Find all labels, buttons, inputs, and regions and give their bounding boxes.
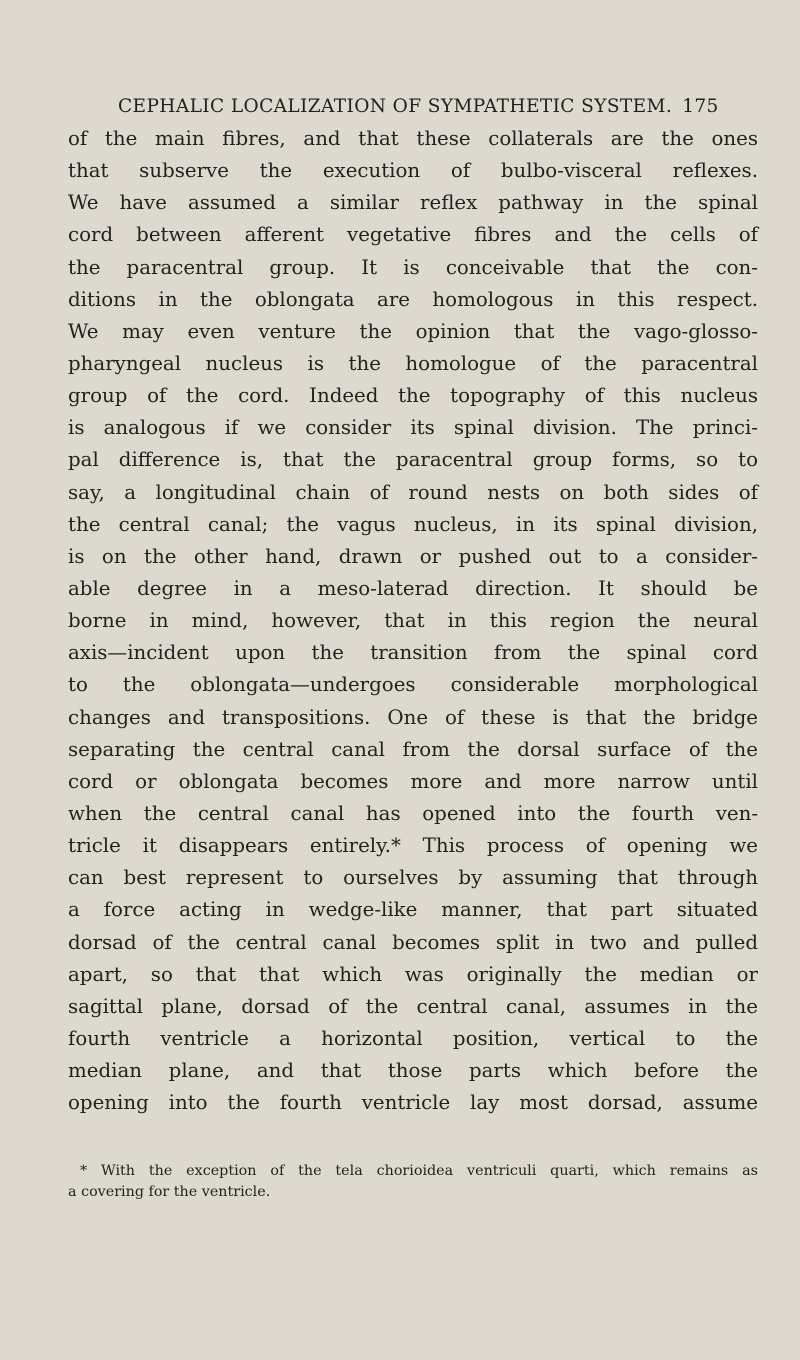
text-line: the paracentral group. It is conceivable that the con- bbox=[68, 255, 758, 279]
text-line: We may even venture the opinion that the vago-glosso- bbox=[68, 319, 758, 343]
text-line: We have assumed a similar reflex pathway in the spinal bbox=[68, 191, 758, 215]
text-line: pharyngeal nucleus is the homologue of the paracentral bbox=[68, 351, 758, 375]
text-line: the central canal; the vagus nucleus, in its spinal division, bbox=[68, 512, 758, 536]
text-line: changes and transpositions. One of these is that the bridge bbox=[68, 705, 758, 729]
text-line: can best represent to ourselves by assuming that through bbox=[68, 866, 758, 890]
text-line: able degree in a meso-laterad direction. It should be bbox=[68, 576, 758, 600]
text-line: is on the other hand, drawn or pushed out to a consider- bbox=[68, 544, 758, 568]
text-line: pal difference is, that the paracentral group forms, so to bbox=[68, 448, 758, 472]
body-text bbox=[68, 123, 758, 1119]
footnote-line: * With the exception of the tela chorioidea ventriculi quarti, which remains as bbox=[80, 1163, 758, 1179]
text-line: is analogous if we consider its spinal division. The princi- bbox=[68, 416, 758, 440]
text-line: cord or oblongata becomes more and more narrow until bbox=[68, 769, 758, 793]
text-line: cord between afferent vegetative fibres and the cells of bbox=[68, 223, 758, 247]
text-line: of the main fibres, and that these collaterals are the ones bbox=[68, 127, 758, 150]
text-line: dorsad of the central canal becomes split in two and pulled bbox=[68, 930, 758, 954]
running-head-title: CEPHALIC LOCALIZATION OF SYMPATHETIC SYSTEM. bbox=[118, 96, 673, 117]
footnote bbox=[68, 1161, 758, 1203]
text-line: that subserve the execution of bulbo-visceral reflexes. bbox=[68, 159, 758, 183]
text-line: sagittal plane, dorsad of the central canal, assumes in the bbox=[68, 994, 758, 1018]
text-line: say, a longitudinal chain of round nests on both sides of bbox=[68, 480, 758, 504]
page-number: 175 bbox=[682, 96, 719, 117]
running-head bbox=[118, 96, 718, 117]
footnote-line: a covering for the ventricle. bbox=[68, 1184, 271, 1200]
text-line: apart, so that that which was originally the median or bbox=[68, 962, 758, 986]
text-line: when the central canal has opened into the fourth ven- bbox=[68, 801, 758, 825]
text-line: to the oblongata—undergoes considerable morphological bbox=[68, 673, 758, 697]
text-line: group of the cord. Indeed the topography of this nucleus bbox=[68, 384, 758, 408]
text-line: borne in mind, however, that in this region the neural bbox=[68, 609, 758, 633]
text-line: ditions in the oblongata are homologous in this respect. bbox=[68, 287, 758, 311]
text-line: separating the central canal from the dorsal surface of the bbox=[68, 737, 758, 761]
text-line: median plane, and that those parts which before the bbox=[68, 1059, 758, 1083]
text-line: a force acting in wedge-like manner, that part situated bbox=[68, 898, 758, 922]
text-line: fourth ventricle a horizontal position, vertical to the bbox=[68, 1026, 758, 1050]
text-line: opening into the fourth ventricle lay most dorsad, assume bbox=[68, 1091, 758, 1115]
text-line: axis—incident upon the transition from the spinal cord bbox=[68, 641, 758, 665]
text-line: tricle it disappears entirely.* This process of opening we bbox=[68, 834, 758, 858]
